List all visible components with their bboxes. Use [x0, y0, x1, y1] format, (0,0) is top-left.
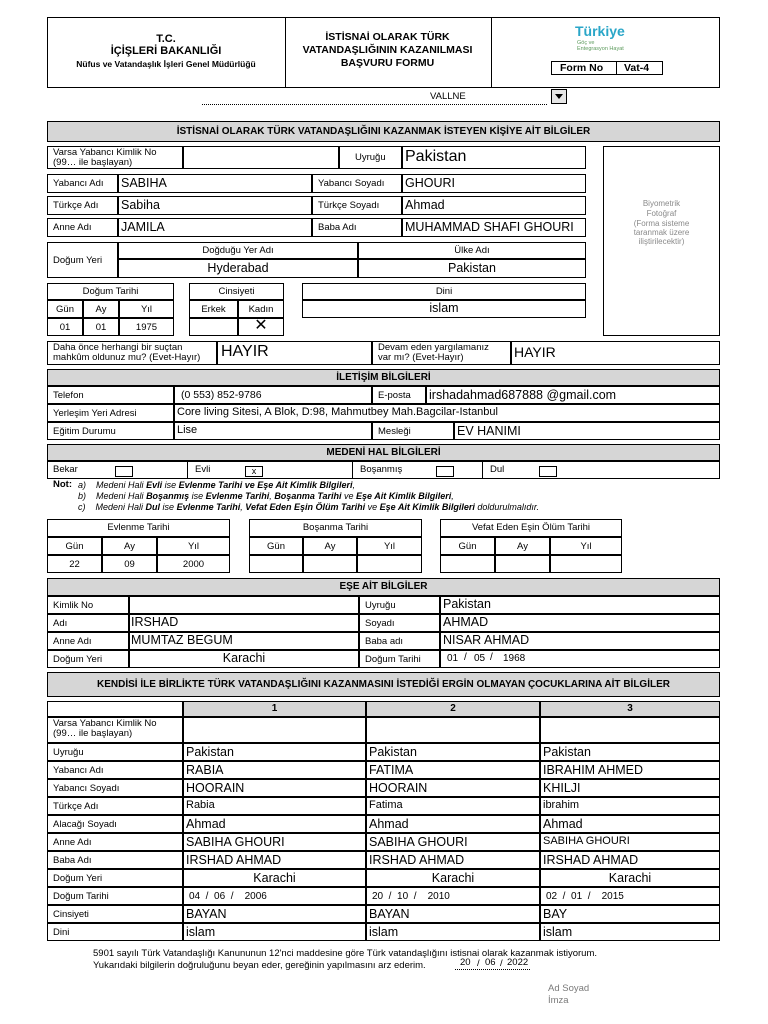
ev-yil-value: 2000	[182, 559, 205, 570]
valline-label: VALLNE	[430, 91, 466, 102]
children-col-header: 3	[627, 703, 633, 714]
children-row-label: Türkçe Adı	[53, 801, 99, 812]
note-a-prefix: a)	[78, 480, 87, 490]
note-c-8: Eşe Ait Kimlik Bilgileri	[379, 502, 475, 512]
kadin-check-mark: ✕	[254, 317, 268, 334]
children-cell-value: 04 / 06 / 2006	[189, 891, 267, 902]
spouse-anne-value: MUMTAZ BEGUM	[131, 633, 233, 647]
applicant-turkce-soyadi-value: Ahmad	[405, 198, 445, 212]
children-cell-value: Ahmad	[369, 817, 409, 831]
photo-text-1: Biyometrik	[642, 199, 681, 208]
ev-ay-value: 09	[124, 559, 135, 570]
children-cell-value: SABIHA GHOURI	[186, 835, 285, 849]
bosanmis-label: Boşanmış	[360, 464, 403, 475]
children-cell-value: SABIHA GHOURI	[369, 835, 468, 849]
spouse-soyadi-label: Soyadı	[365, 618, 395, 629]
ve-yil-label: Yıl	[580, 541, 592, 552]
valline-dropdown-button[interactable]	[551, 89, 567, 104]
ev-gun-label: Gün	[65, 541, 84, 552]
note-a-5: ,	[352, 480, 356, 490]
spouse-adi-label: Adı	[53, 618, 68, 629]
logo-sub-1: Göç ve	[577, 40, 595, 46]
suc-value: HAYIR	[221, 343, 269, 360]
applicant-anne-value: JAMILA	[121, 220, 165, 234]
org-line-2: İÇİŞLERİ BAKANLIĞI	[110, 45, 222, 57]
dt-ay-value: 01	[95, 322, 107, 333]
bo-ay-label: Ay	[324, 541, 336, 552]
children-row-label: Dini	[53, 927, 70, 938]
evlenme-label: Evlenme Tarihi	[107, 522, 170, 533]
children-cell-value: islam	[543, 925, 573, 939]
applicant-ulke-value: Pakistan	[448, 261, 496, 275]
note-b-5: ,	[269, 491, 275, 501]
adres-label: Yerleşim Yeri Adresi	[53, 408, 137, 419]
footer-date-ay: 06	[485, 957, 496, 968]
dt-gun-label: Gün	[56, 304, 74, 315]
children-row-label: Doğum Yeri	[53, 873, 103, 884]
children-cell-value: BAY	[543, 907, 568, 921]
form-title-2: VATANDAŞLIĞININ KAZANILMASI	[302, 44, 473, 56]
telefon-value: (0 553) 852-9786	[181, 389, 262, 401]
section-contact-title: İLETİŞİM BİLGİLERİ	[47, 369, 720, 386]
applicant-dogum-yeri-label: Doğum Yeri	[53, 255, 103, 266]
note-c-4: Evlenme Tarihi	[176, 502, 241, 512]
dt-ay-label: Ay	[95, 304, 107, 315]
children-row-label: Anne Adı	[53, 837, 92, 848]
spouse-kimlik-label: Kimlik No	[53, 600, 94, 611]
children-cell-value: HOORAIN	[186, 781, 245, 795]
children-cell-value: SABIHA GHOURI	[543, 835, 630, 847]
applicant-cinsiyet-label: Cinsiyeti	[218, 286, 255, 297]
applicant-turkce-adi-label: Türkçe Adı	[53, 200, 99, 211]
bekar-label: Bekar	[53, 464, 78, 475]
form-title-1: İSTİSNAİ OLARAK TÜRK	[325, 31, 450, 43]
note-c-9: doldurulmalıdır.	[474, 502, 540, 512]
note-b-8: Eşe Ait Kimlik Bilgileri	[356, 491, 452, 501]
ve-gun-field[interactable]	[440, 555, 495, 573]
children-cell-value: KHILJI	[543, 781, 581, 795]
section-children-title: KENDİSİ İLE BİRLİKTE TÜRK VATANDAŞLIĞINI KAZANMASINI İSTEDİĞİ ERGİN OLMAYAN ÇOCUKLARINA AİT BİLGİLER	[47, 672, 720, 697]
ad-soyad-label: Ad Soyad	[548, 983, 590, 994]
note-c-7: ve	[365, 502, 380, 512]
form-no-divider	[616, 62, 617, 74]
children-cell-value: Pakistan	[543, 745, 591, 759]
children-row-label: Cinsiyeti	[53, 909, 89, 920]
children-cell-value: IRSHAD AHMAD	[369, 853, 465, 867]
dul-label: Dul	[490, 464, 505, 475]
spouse-dt-ay: 05	[474, 653, 486, 664]
spouse-adi-value: IRSHAD	[131, 615, 179, 629]
imza-label: İmza	[548, 995, 569, 1006]
children-cell-value: Pakistan	[369, 745, 417, 759]
children-cell-value: 20 / 10 / 2010	[372, 891, 450, 902]
children-cell-value: islam	[369, 925, 399, 939]
note-c-1: Medeni Hali	[95, 502, 146, 512]
children-row-label: Yabancı Adı	[53, 765, 104, 776]
suc-label-2: mahkûm oldunuz mu? (Evet-Hayır)	[53, 352, 201, 363]
form-no-value: Vat-4	[624, 62, 650, 74]
note-b-9: ,	[451, 491, 454, 501]
note-c-6: Vefat Eden Eşin Ölüm Tarihi	[245, 502, 366, 512]
children-cell-value: Ahmad	[186, 817, 226, 831]
erkek-checkbox[interactable]	[189, 318, 238, 336]
dt-yil-label: Yıl	[140, 304, 153, 315]
bo-ay-field[interactable]	[303, 555, 357, 573]
applicant-kimlik-label-1: Varsa Yabancı Kimlik No	[53, 147, 157, 158]
note-a-3: ise	[162, 480, 179, 490]
yargi-value: HAYIR	[514, 344, 556, 360]
note-a-2: Evli	[146, 480, 163, 490]
eposta-label: E-posta	[378, 390, 411, 401]
children-cell-value: Karachi	[253, 871, 296, 885]
children-cell-value: IRSHAD AHMAD	[186, 853, 282, 867]
spouse-dt-gun: 01	[447, 653, 459, 664]
dt-gun-value: 01	[59, 322, 71, 333]
bo-gun-label: Gün	[267, 541, 285, 552]
note-label: Not:	[53, 479, 72, 490]
children-col-header: 1	[271, 703, 278, 714]
section-applicant-title: İSTİSNAİ OLARAK TÜRK VATANDAŞLIĞINI KAZANMAK İSTEYEN KİŞİYE AİT BİLGİLER	[47, 121, 720, 142]
chevron-down-icon	[555, 94, 563, 99]
footer-date-gun: 20	[460, 957, 471, 968]
marital-divider-2	[352, 461, 353, 479]
valline-dotted	[202, 104, 547, 105]
footer-date-yil: 2022	[507, 957, 529, 968]
adres-value: Core living Sitesi, A Blok, D:98, Mahmutbey Mah.Bagcilar-Istanbul	[177, 406, 498, 418]
note-c-prefix: c)	[78, 502, 86, 512]
marital-divider-1	[187, 461, 188, 479]
applicant-dogdugu-yer-value: Hyderabad	[207, 261, 269, 275]
egitim-value: Lise	[177, 424, 198, 436]
photo-text-3: (Forma sisteme	[633, 219, 690, 228]
yargi-label-2: var mı? (Evet-Hayır)	[378, 352, 464, 363]
note-a	[78, 480, 355, 490]
spouse-uyrugu-label: Uyruğu	[365, 600, 396, 611]
erkek-label: Erkek	[201, 304, 226, 315]
note-a-1: Medeni Hali	[96, 480, 147, 490]
children-cell-value: islam	[186, 925, 216, 939]
suc-label-1: Daha önce herhangi bir suçtan	[53, 342, 183, 353]
org-line-1: T.C.	[156, 33, 176, 45]
spouse-dogum-tarihi-label: Doğum Tarihi	[365, 654, 421, 665]
spouse-baba-value: NISAR AHMAD	[443, 633, 530, 647]
children-cell-value: Rabia	[186, 799, 215, 811]
meslek-value: EV HANIMI	[457, 424, 521, 438]
children-header-blank	[47, 701, 183, 717]
yargi-label-1: Devam eden yargılamanız	[378, 342, 489, 353]
bo-yil-label: Yıl	[383, 541, 396, 552]
applicant-yabanci-adi-value: SABIHA	[121, 176, 167, 190]
note-c-3: ise	[160, 502, 177, 512]
children-cell-value: IBRAHIM AHMED	[543, 763, 644, 777]
applicant-dogdugu-yer-label: Doğduğu Yer Adı	[202, 245, 274, 256]
footer-date-slash-2: /	[500, 958, 503, 969]
children-cell-value: FATIMA	[369, 763, 414, 777]
evli-checkbox[interactable]: x	[245, 466, 263, 477]
photo-text-5: iliştirilecektir)	[638, 237, 685, 246]
applicant-uyrugu-value: Pakistan	[405, 148, 467, 165]
applicant-yabanci-adi-label: Yabancı Adı	[53, 178, 104, 189]
footer-line-2: Yukarıdaki bilgilerin doğruluğunu beyan eder, gereğinin yapılmasını arz ederim.	[93, 960, 426, 971]
children-cell-value: BAYAN	[369, 907, 410, 921]
bosanma-label: Boşanma Tarihi	[302, 522, 369, 533]
note-a-4: Evlenme Tarihi ve Eşe Ait Kimlik Bilgileri	[178, 480, 353, 490]
applicant-dini-value: islam	[429, 301, 459, 315]
section-marital-title: MEDENİ HAL BİLGİLERİ	[47, 444, 720, 461]
note-b-2: Boşanmış	[146, 491, 190, 501]
footer-line-1: 5901 sayılı Türk Vatandaşlığı Kanununun 12'nci maddesine göre Türk vatandaşlığını istisnai olarak kazanmak istiyorum.	[93, 948, 598, 959]
note-b-3: ise	[189, 491, 206, 501]
applicant-dini-label: Dini	[435, 286, 453, 297]
footer-date-dotted	[455, 969, 530, 970]
children-cell-value: Pakistan	[186, 745, 234, 759]
children-row-label: (99… ile başlayan)	[53, 728, 133, 739]
children-col-header: 2	[450, 703, 456, 714]
children-row-label: Uyruğu	[53, 747, 84, 758]
applicant-yabanci-soyadi-label: Yabancı Soyadı	[318, 178, 385, 189]
meslek-label: Mesleği	[378, 426, 411, 437]
note-c	[78, 502, 539, 512]
note-b-6: Boşanma Tarihi	[274, 491, 342, 501]
spouse-dogum-yeri-label: Doğum Yeri	[53, 654, 103, 665]
applicant-baba-value: MUHAMMAD SHAFI GHOURI	[405, 220, 574, 234]
applicant-uyrugu-label: Uyruğu	[355, 152, 386, 163]
ve-yil-field[interactable]	[550, 555, 622, 573]
header-divider-2	[491, 18, 492, 87]
org-line-3: Nüfus ve Vatandaşlık İşleri Genel Müdürlüğü	[76, 59, 256, 69]
children-cell-field[interactable]	[183, 717, 366, 743]
applicant-kimlik-field[interactable]	[183, 146, 339, 169]
note-b-1: Medeni Hali	[96, 491, 147, 501]
children-cell-value: Ahmad	[543, 817, 583, 831]
dt-yil-value: 1975	[135, 322, 158, 333]
ve-gun-label: Gün	[458, 541, 477, 552]
applicant-kimlik-label-2: (99… ile başlayan)	[53, 157, 133, 168]
applicant-ulke-label: Ülke Adı	[454, 245, 490, 256]
form-no-label: Form No	[560, 62, 604, 74]
spouse-soyadi-value: AHMAD	[443, 615, 489, 629]
eposta-value: irshadahmad687888 @gmail.com	[429, 388, 617, 402]
spouse-dt-slash-2: /	[490, 652, 493, 663]
children-row-label: Alacağı Soyadı	[53, 819, 117, 830]
bo-gun-field[interactable]	[249, 555, 303, 573]
photo-text-2: Fotoğraf	[646, 209, 677, 218]
bo-yil-field[interactable]	[357, 555, 422, 573]
children-row-label: Doğum Tarihi	[53, 891, 109, 902]
section-spouse-title: EŞE AİT BİLGİLER	[47, 578, 720, 596]
children-cell-field[interactable]	[366, 717, 540, 743]
spouse-dt-slash-1: /	[464, 652, 467, 663]
note-b	[78, 491, 454, 501]
spouse-uyrugu-value: Pakistan	[443, 597, 491, 611]
children-cell-value: Fatima	[369, 799, 403, 811]
note-c-5: ,	[240, 502, 246, 512]
children-cell-value: Karachi	[431, 871, 475, 885]
children-cell-value: ibrahim	[543, 799, 580, 811]
spouse-baba-label: Baba adı	[365, 636, 404, 647]
children-cell-field[interactable]	[540, 717, 720, 743]
children-cell-value: RABIA	[186, 763, 224, 777]
ev-gun-value: 22	[69, 559, 80, 570]
children-row-label: Baba Adı	[53, 855, 92, 866]
note-c-2: Dul	[145, 502, 161, 512]
vefat-label: Vefat Eden Eşin Ölüm Tarihi	[471, 522, 591, 533]
ve-ay-field[interactable]	[495, 555, 550, 573]
note-b-4: Evlenme Tarihi	[205, 491, 270, 501]
applicant-turkce-soyadi-label: Türkçe Soyadı	[318, 200, 380, 211]
telefon-label: Telefon	[53, 390, 84, 401]
children-cell-value: HOORAIN	[369, 781, 428, 795]
children-cell-value: 02 / 01 / 2015	[546, 891, 624, 902]
logo-text: Türkiye	[575, 23, 625, 39]
footer-date-slash-1: /	[477, 958, 480, 969]
ev-yil-label: Yıl	[187, 541, 200, 552]
applicant-baba-label: Baba Adı	[318, 222, 357, 233]
logo-sub-2: Entegrasyon Hayat	[577, 46, 624, 52]
note-b-prefix: b)	[78, 491, 87, 501]
egitim-field[interactable]	[174, 422, 372, 440]
spouse-dt-yil: 1968	[503, 653, 526, 664]
bekar-checkbox[interactable]	[115, 466, 133, 477]
applicant-anne-label: Anne Adı	[53, 222, 92, 233]
note-b-7: ve	[341, 491, 357, 501]
children-cell-value: IRSHAD AHMAD	[543, 853, 639, 867]
spouse-anne-label: Anne Adı	[53, 636, 92, 647]
form-title-3: BAŞVURU FORMU	[340, 57, 435, 69]
spouse-dogum-yeri-value: Karachi	[222, 651, 266, 665]
children-row-label: Yabancı Soyadı	[53, 783, 120, 794]
applicant-turkce-adi-value: Sabiha	[121, 198, 160, 212]
applicant-yabanci-soyadi-value: GHOURI	[405, 176, 455, 190]
dul-checkbox[interactable]	[539, 466, 557, 477]
photo-text-4: taranmak üzere	[633, 228, 690, 237]
spouse-kimlik-field[interactable]	[129, 596, 359, 614]
bosanmis-checkbox[interactable]	[436, 466, 454, 477]
evli-label: Evli	[195, 464, 211, 475]
applicant-dogum-tarihi-label: Doğum Tarihi	[82, 286, 139, 297]
kadin-label: Kadın	[248, 304, 274, 315]
children-cell-value: Karachi	[608, 871, 652, 885]
children-row-label: Varsa Yabancı Kimlik No	[53, 718, 157, 729]
marital-divider-3	[482, 461, 483, 479]
egitim-label: Eğitim Durumu	[53, 426, 116, 437]
ev-ay-label: Ay	[124, 541, 135, 552]
children-cell-value: BAYAN	[186, 907, 227, 921]
ve-ay-label: Ay	[517, 541, 528, 552]
